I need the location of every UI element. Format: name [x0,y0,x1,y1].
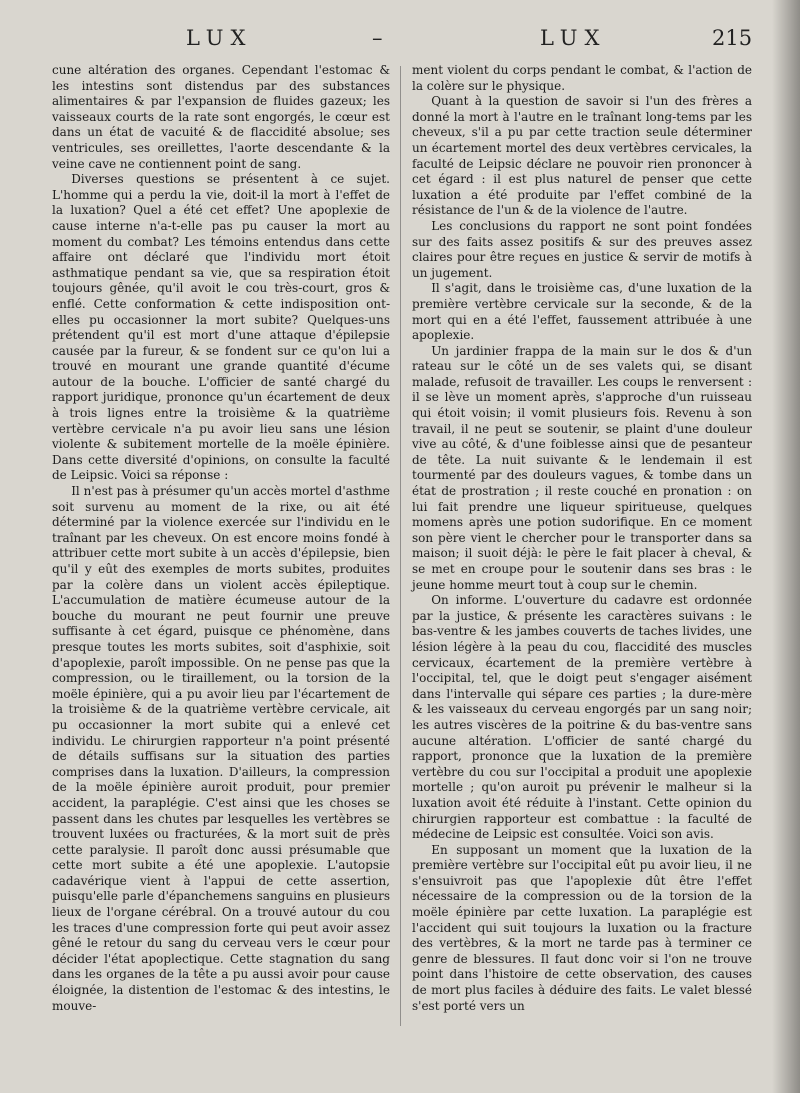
paragraph: Les conclusions du rapport ne sont point fondées sur des faits assez positifs & sur des preuves assez claires pour être reçues en justice & servir de motifs à un jugement. [412,218,752,280]
paragraph: En supposant un moment que la luxation de la première vertèbre sur l'occipital eût pu avoir lieu, il ne s'ensuivroit pas que l'apoplexie dût être l'effet nécessaire de la compression ou de la torsion de la moële épinière par cette luxation. La paraplégie est l'accident qui suit toujours la luxation ou la fracture des vertèbres, & la mort ne tarde pas à terminer ce genre de blessures. Il faut donc voir si l'on ne trouve point dans l'histoire de cette observation, des causes de mort plus faciles à déduire des faits. Le valet blessé s'est porté vers un [412,842,752,1013]
paragraph: Diverses questions se présentent à ce sujet. L'homme qui a perdu la vie, doit-il la mort à l'effet de la luxation? Quel a été cet effet? Une apoplexie de cause interne n'a-t-elle pas pu causer la mort au moment du combat? Les témoins entendus dans cette affaire ont déclaré que l'individu mort étoit asthmatique pendant sa vie, que sa respiration étoit toujours gênée, qu'il avoit le cou très-court, gros & enflé. Cette conformation & cette indisposition ont-elles pu occasionner la mort subite? Quelques-uns prétendent qu'il est mort d'une attaque d'épilepsie causée par la fureur, & se fondent sur ce qu'on lui a trouvé en mourant une grande quantité d'écume autour de la bouche. L'officier de santé chargé du rapport juridique, prononce qu'un écartement de deux à trois lignes entre la troisième & la quatrième vertèbre cervicale n'a pu avoir lieu sans une lésion violente & subitement mortelle de la moële épinière. Dans cette diversité d'opinions, on consulte la faculté de Leipsic. Voici sa réponse : [52,172,390,483]
paragraph: Il n'est pas à présumer qu'un accès mortel d'asthme soit survenu au moment de la rixe, ou ait été déterminé par la violence exercée sur l'individu en le traînant par les cheveux. On est encore moins fondé à attribuer cette mort subite à un accès d'épilepsie, bien qu'il y eût des exemples de morts subites, produites par la colère dans un violent accès épileptique. L'accumulation de matière écumeuse autour de la bouche du mourant ne peut fournir une preuve suffisante à cet égard, puisque ce phénomène, dans presque toutes les morts subites, soit d'asphixie, soit d'apoplexie, paroît impossible. On ne pense pas que la compression, ou le tiraillement, ou la torsion de la moële épinière, qui a pu avoir lieu par l'écartement de la troisième & de la quatrième vertèbre cervicale, ait pu occasionner la mort subite qui a enlevé cet individu. Le chirurgien rapporteur n'a point présenté de détails suffisans sur la situation des parties comprises dans la luxation. D'ailleurs, la compression de la moële épinière auroit produit, pour premier accident, la paraplégie. C'est ainsi que les choses se passent dans les chutes par lesquelles les vertèbres se trouvent luxées ou fracturées, & la mort suit de près cette paralysie. Il paroît donc aussi présumable que cette mort subite a été une apoplexie. L'autopsie cadavérique vient à l'appui de cette assertion, puisqu'elle parle d'épanchemens sanguins en plusieurs lieux de l'organe cérébral. On a trouvé autour du cou les traces d'une compression forte qui peut avoir assez gêné le retour du sang du cerveau vers le cœur pour décider l'état apoplectique. Cette stagnation du sang dans les organes de la tête a pu aussi avoir pour cause éloignée, la distention de l'estomac & des intestins, le mouve- [52,484,390,1013]
page-edge-shadow [772,0,800,1093]
paragraph: Quant à la question de savoir si l'un des frères a donné la mort à l'autre en le traînant long-tems par les cheveux, s'il a pu par cette traction seule déterminer un écartement mortel des deux vertèbres cervicales, la faculté de Leipsic déclare ne pouvoir rien prononcer à cet égard : il est plus naturel de penser que cette luxation a été produite par l'effet combiné de la résistance de l'un & de la violence de l'autre. [412,94,752,218]
running-head-left: LUX [186,26,253,50]
left-column [52,63,390,1014]
page-number: 215 [712,26,753,50]
running-head-dash: – [372,26,383,50]
running-head-right: LUX [540,26,607,50]
paragraph: Un jardinier frappa de la main sur le dos & d'un rateau sur le côté un de ses valets qui, se disant malade, refusoit de travailler. Les coups le renversent : il se lève un moment après, s'approche d'un ruisseau qui étoit voisin; il vomit plusieurs fois. Revenu à son travail, il ne peut se soutenir, se plaint d'une douleur vive au côté, & d'une foiblesse ainsi que de pesanteur de tête. La nuit suivante & le lendemain il est tourmenté par des douleurs vagues, & tombe dans un état de prostration ; il reste couché en pronation : on lui fait prendre une liqueur spiritueuse, quelques momens après une potion sudorifique. En ce moment son père vient le chercher pour le transporter dans sa maison; il suoit déjà: le père le fait placer à cheval, & se met en croupe pour le soutenir dans ses bras : le jeune homme meurt tout à coup sur le chemin. [412,343,752,592]
paragraph: On informe. L'ouverture du cadavre est ordonnée par la justice, & présente les caractères suivans : le bas-ventre & les jambes couverts de taches livides, une lésion légère à la peau du cou, flaccidité des muscles cervicaux, écartement de la première vertèbre à l'occipital, tel, que le doigt peut s'engager aisément dans l'intervalle qui sépare ces parties ; la dure-mère & les vaisseaux du cerveau engorgés par un sang noir; les autres viscères de la poitrine & du bas-ventre sans aucune altération. L'officier de santé chargé du rapport, prononce que la luxation de la première vertèbre du cou sur l'occipital a produit une apoplexie mortelle ; qu'on auroit pu prévenir le malheur si la luxation avoit été réduite à l'instant. Cette opinion du chirurgien rapporteur est combattue : la faculté de médecine de Leipsic est consultée. Voici son avis. [412,593,752,842]
right-column [412,63,752,1014]
paragraph: Il s'agit, dans le troisième cas, d'une luxation de la première vertèbre cervicale sur la seconde, & de la mort qui en a été l'effet, faussement attribuée à une apoplexie. [412,281,752,343]
paragraph: ment violent du corps pendant le combat, & l'action de la colère sur le physique. [412,63,752,93]
column-divider [400,66,401,1026]
paragraph: cune altération des organes. Cependant l'estomac & les intestins sont distendus par des substances alimentaires & par l'expansion de fluides gazeux; les vaisseaux courts de la rate sont engorgés, le cœur est dans un état de vacuité & de flaccidité absolue; ses ventricules, ses oreillettes, l'aorte descendante & la veine cave ne contiennent point de sang. [52,63,390,171]
